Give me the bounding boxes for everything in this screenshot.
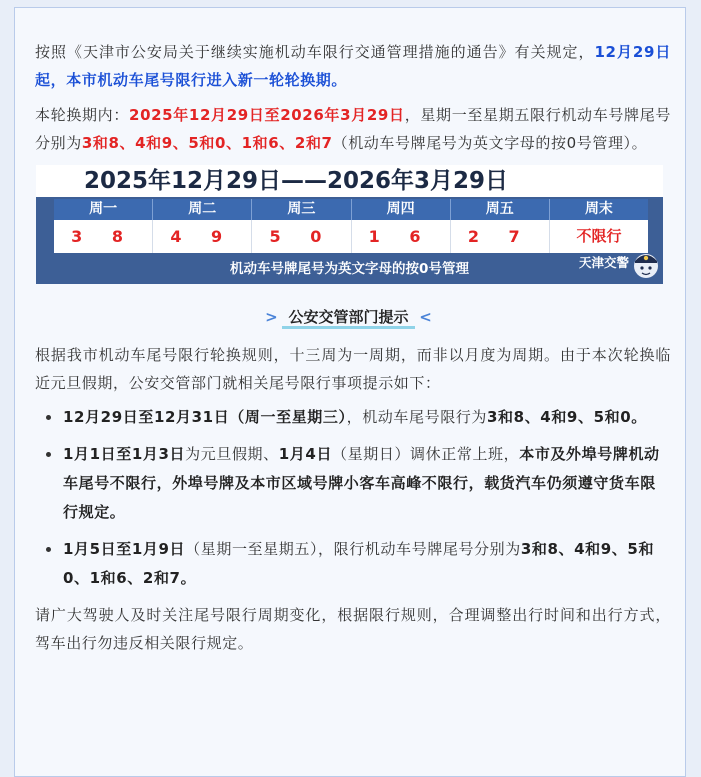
article-content [35, 38, 671, 657]
section-heading [35, 306, 662, 327]
bullet-text: （星期日）调休正常上班， [332, 445, 520, 463]
notice-list [35, 403, 671, 593]
period-tail: （机动车号牌尾号为英文字母的按0号管理）。 [332, 134, 648, 152]
day-thu: 周四 [352, 199, 451, 220]
bullet-bold-text: 12月29日至12月31日（周一至星期三） [63, 408, 347, 426]
day-tue: 周二 [153, 199, 252, 220]
bullet-bold-text: 3和8、4和9、5和0。 [487, 408, 647, 426]
chevron-right-icon: > [265, 308, 278, 326]
banner-days-row [54, 199, 648, 220]
restriction-banner [36, 165, 663, 284]
day-fri: 周五 [451, 199, 550, 220]
day-mon: 周一 [54, 199, 153, 220]
banner-note: 机动车号牌尾号为英文字母的按0号管理 [230, 261, 469, 277]
bullet-bold-text: 本市及外埠号牌机动车尾号不限行，外埠号牌及本市区域号牌小客车高峰不限行，载货汽车仍须遵守货车限行规定。 [63, 445, 660, 521]
num-weekend: 不限行 [576, 227, 622, 245]
num-wed: 5 0 [252, 220, 351, 253]
num-thu: 1 6 [352, 220, 451, 253]
bullet-bold-text: 3和8、4和9、5和0、1和6、2和7。 [63, 540, 655, 587]
day-weekend: 周末 [584, 201, 613, 217]
bullet-text: 为元旦假期、 [185, 445, 279, 463]
period-mid: ，星期一至星期五限行机动车号牌尾号分别为 [35, 106, 671, 152]
num-tue: 4 9 [153, 220, 252, 253]
bullet-bold-text: 1月1日至1月3日 [63, 445, 186, 463]
list-item [63, 403, 671, 432]
period-lead: 本轮换期内： [35, 106, 130, 124]
bullet-text: （星期一至星期五），限行机动车号牌尾号分别为 [185, 540, 521, 558]
period-numbers: 3和8、4和9、5和0、1和6、2和7 [81, 134, 333, 152]
list-item [63, 535, 671, 593]
num-mon: 3 8 [54, 220, 153, 253]
list-item [63, 440, 671, 527]
num-fri: 2 7 [451, 220, 550, 253]
closing-paragraph: 请广大驾驶人及时关注尾号限行周期变化，根据限行规则，合理调整出行时间和出行方式，驾车出行勿违反相关限行规定。 [35, 606, 671, 652]
section-title: 公安交管部门提示 [282, 308, 414, 329]
article-card [14, 7, 686, 777]
chevron-left-icon: < [419, 308, 432, 326]
bullet-bold-text: 1月5日至1月9日 [63, 540, 186, 558]
brand-label: 天津交警 [578, 255, 629, 270]
rule-paragraph: 根据我市机动车尾号限行轮换规则，十三周为一周期，而非以月度为周期。由于本次轮换临近元旦假期，公安交管部门就相关尾号限行事项提示如下： [35, 346, 671, 392]
intro-paragraph [35, 38, 671, 94]
period-paragraph [35, 101, 671, 157]
banner-numbers-row [54, 220, 648, 253]
day-wed: 周三 [252, 199, 351, 220]
bullet-bold-text: 1月4日 [278, 445, 333, 463]
intro-text: 按照《天津市公安局关于继续实施机动车限行交通管理措施的通告》有关规定， [35, 43, 595, 61]
period-dates: 2025年12月29日至2026年3月29日 [129, 106, 405, 124]
intro-highlight: 12月29日起，本市机动车尾号限行进入新一轮轮换期。 [35, 43, 671, 89]
banner-title: 2025年12月29日——2026年3月29日 [36, 165, 556, 197]
police-mascot-icon [631, 249, 661, 281]
bullet-text: ，机动车尾号限行为 [346, 408, 488, 426]
